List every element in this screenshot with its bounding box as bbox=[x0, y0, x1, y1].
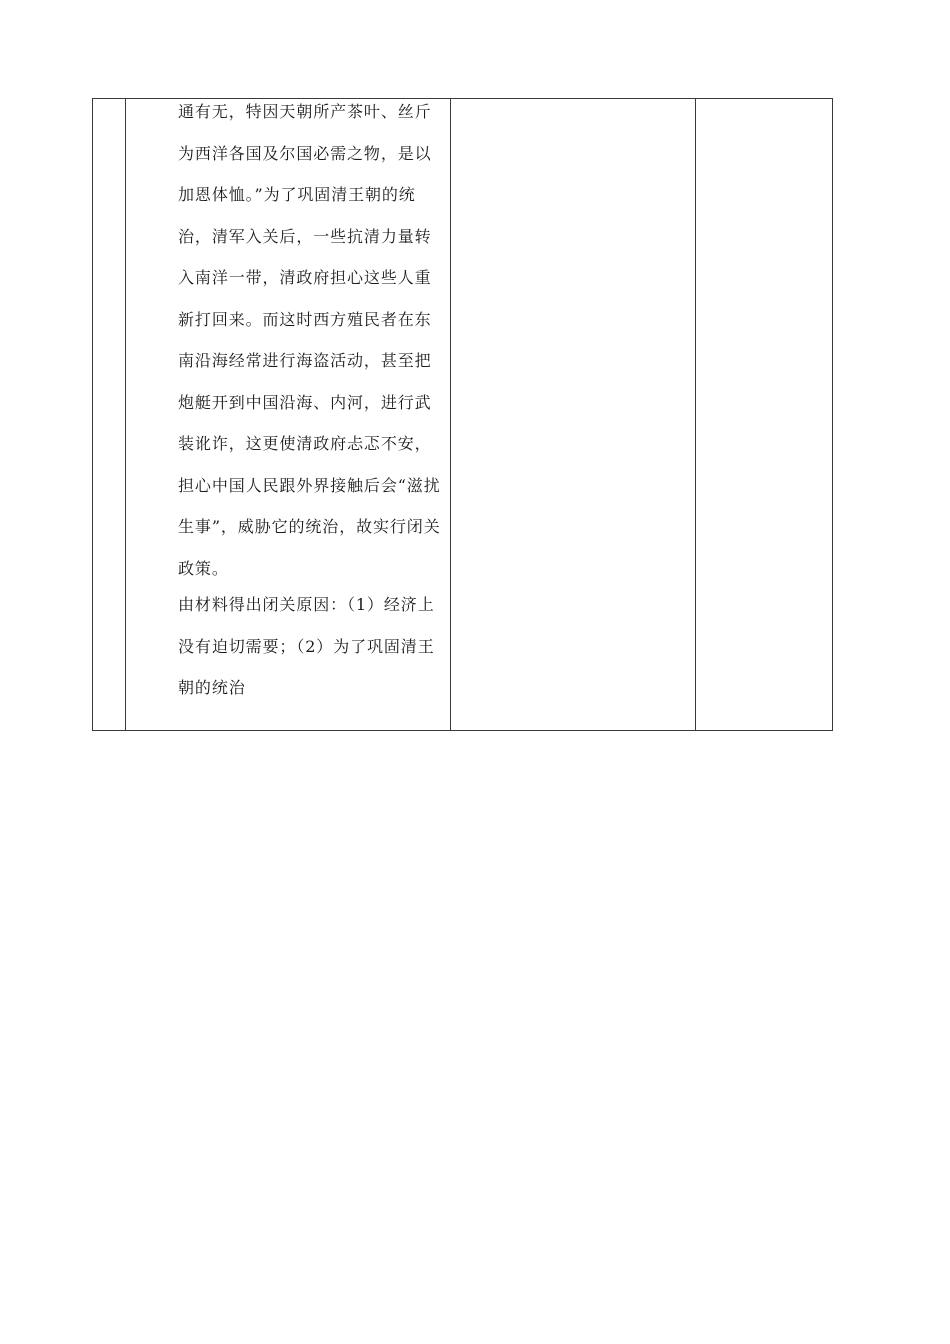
content-text-block bbox=[126, 91, 450, 709]
table-cell-narrow bbox=[93, 99, 126, 731]
lesson-table bbox=[92, 98, 833, 731]
conclusion-paragraph: 由材料得出闭关原因：（1）经济上没有迫切需要；（2）为了巩固清王朝的统治 bbox=[178, 595, 435, 697]
table-row bbox=[93, 99, 833, 731]
table-cell-empty bbox=[451, 99, 695, 731]
content-paragraph: 通有无，特因天朝所产茶叶、丝斤为西洋各国及尔国必需之物，是以加恩体恤。”为了巩固清王朝的统治，清军入关后，一些抗清力量转入南洋一带，清政府担心这些人重新打回来。而这时西方殖民者在东南沿海经常进行海盗活动，甚至把炮艇开到中国沿海、内河，进行武装讹诈，这更使清政府忐忑不安，担心中国人民跟外界接触后会“滋扰生事”，威胁它的统治，故实行闭关政策。 bbox=[178, 102, 441, 578]
table-cell-notes bbox=[695, 99, 832, 731]
table-cell-content bbox=[126, 99, 451, 731]
